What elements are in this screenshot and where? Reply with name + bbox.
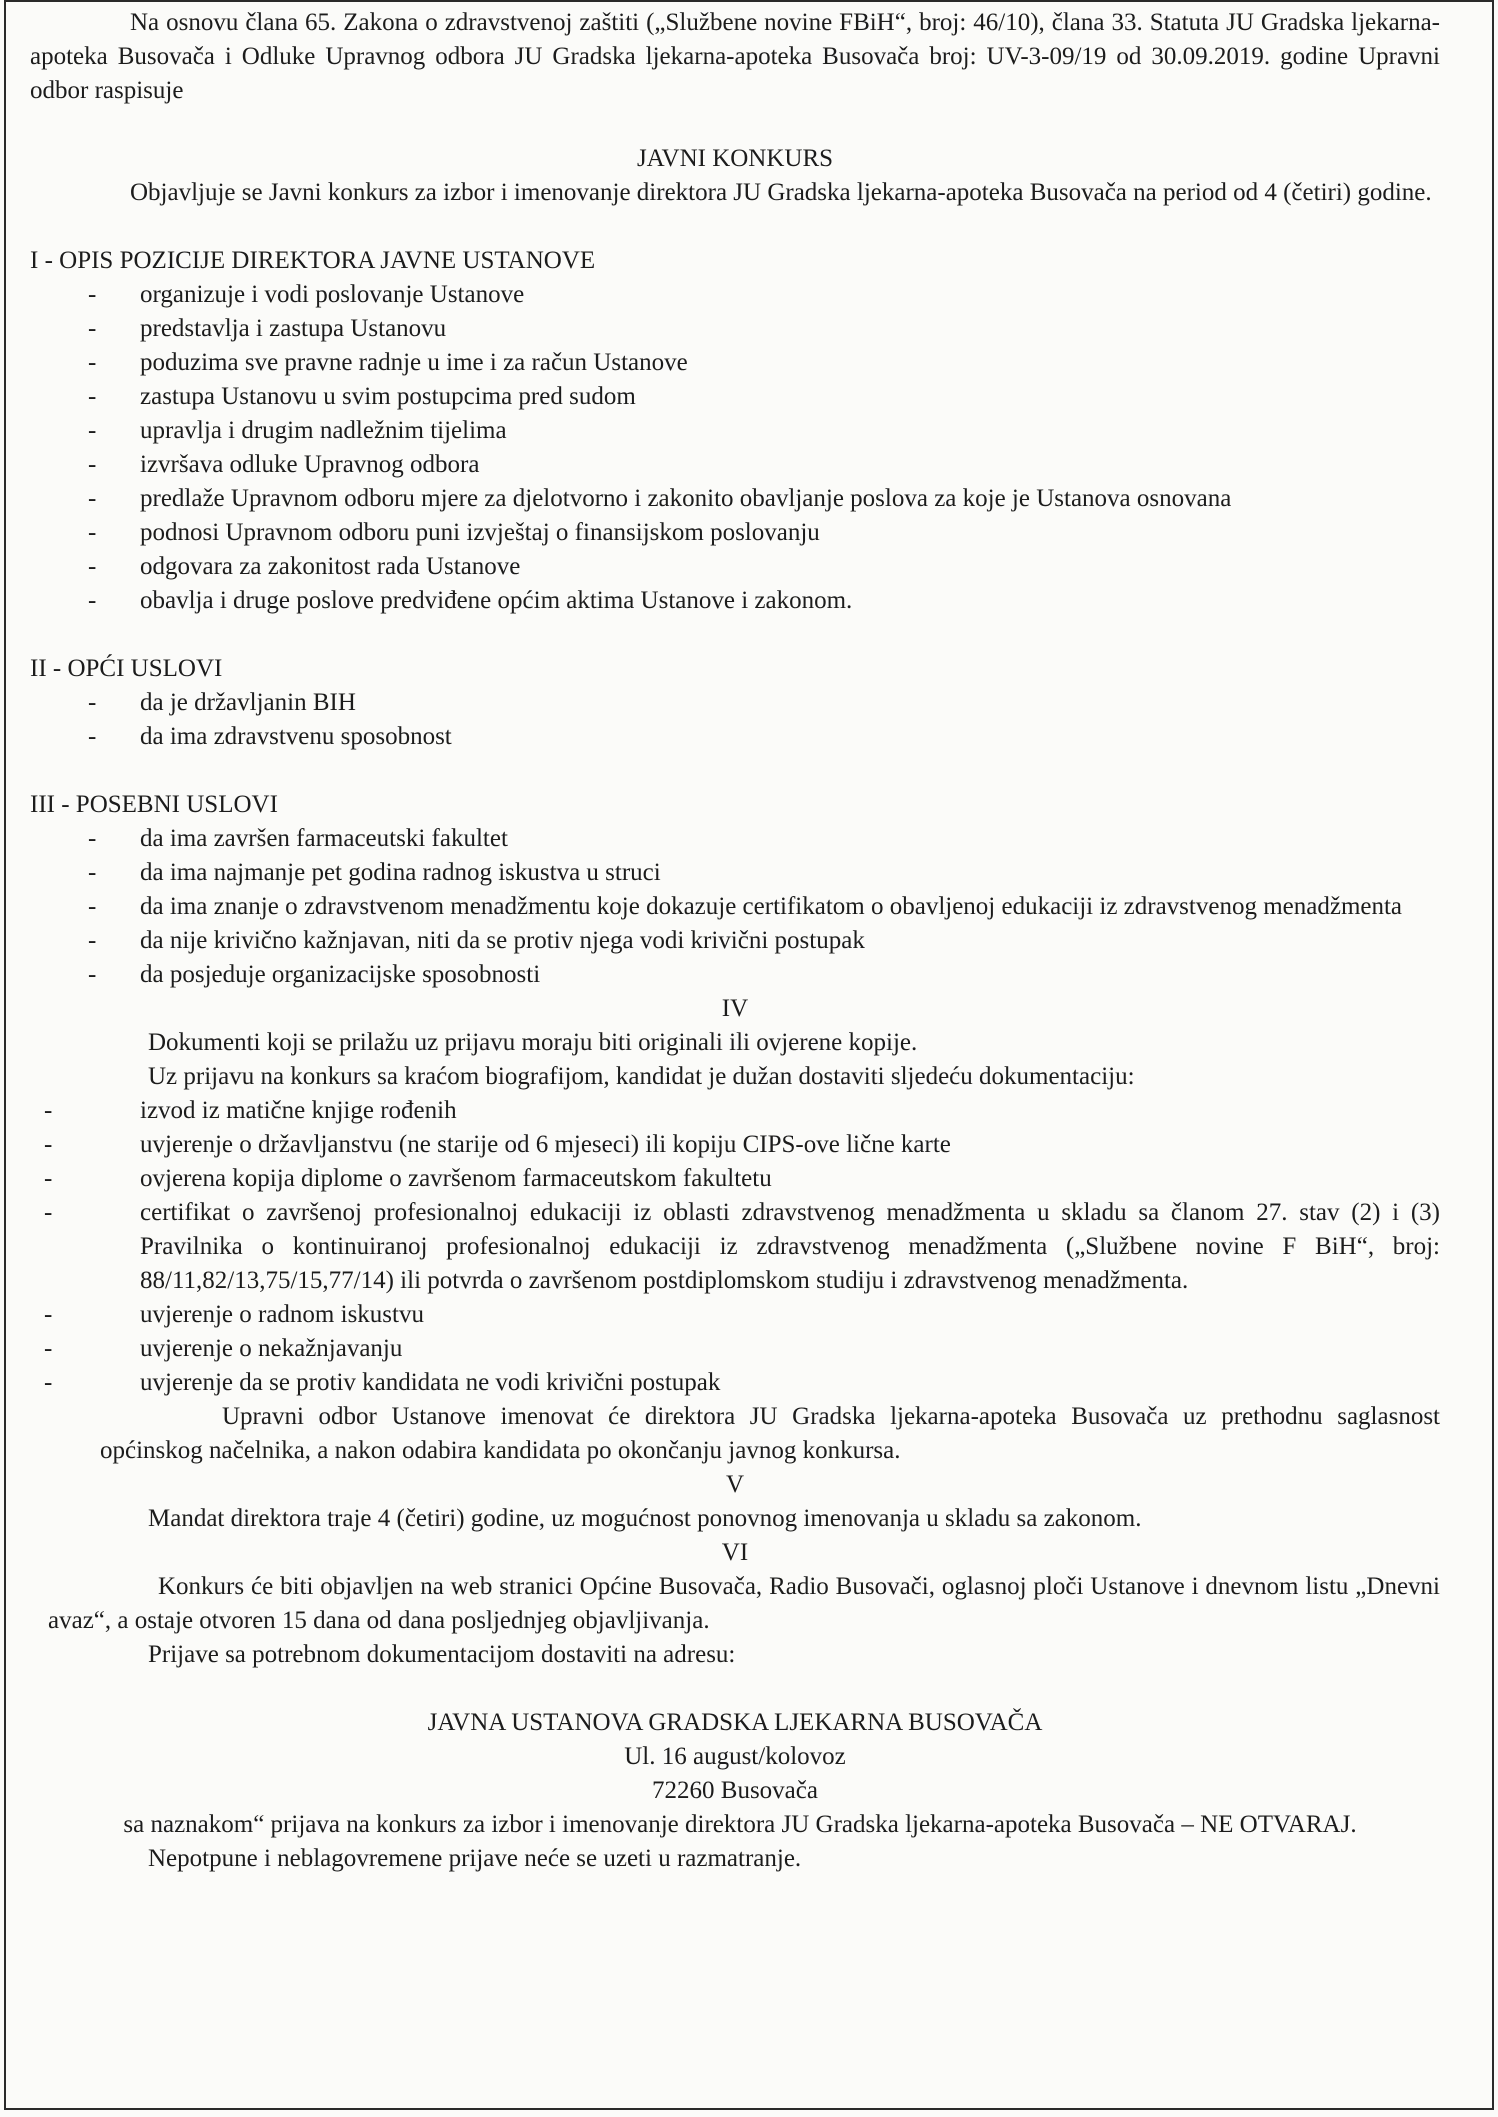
section4-closing: Upravni odbor Ustanove imenovat će direktora JU Gradska ljekarna-apoteka Busovača uz prethodnu saglasnost općinskog načelnika, a nakon odabira kandidata po okončanju javnog konkursa. (100, 1403, 1440, 1464)
section4-paragraph-2: Uz prijavu na konkurs sa kraćom biografijom, kandidat je dužan dostaviti sljedeću dokumentaciju: (148, 1063, 1135, 1090)
section5-numeral: V (725, 1471, 745, 1498)
section1-heading: I - OPIS POZICIJE DIREKTORA JAVNE USTANOVE (30, 247, 596, 274)
section4-paragraph-1: Dokumenti koji se prilažu uz prijavu moraju biti originali ili ovjerene kopije. (148, 1029, 918, 1056)
list-item: - uvjerenje o državljanstvu (ne starije od 6 mjeseci) ili kopiju CIPS-ove lične karte (44, 1131, 951, 1158)
list-item: - predstavlja i zastupa Ustanovu (88, 315, 447, 342)
section2-heading: II - OPĆI USLOVI (30, 655, 223, 682)
list-item: - podnosi Upravnom odboru puni izvještaj o finansijskom poslovanju (88, 519, 820, 546)
list-item: - uvjerenje o radnom iskustvu (44, 1301, 424, 1328)
list-item: - da ima znanje o zdravstvenom menadžmentu koje dokazuje certifikatom o obavljenoj edukaciji iz zdravstvenog menadžmenta (88, 893, 1403, 920)
section6-numeral: VI (721, 1539, 749, 1566)
list-item: - poduzima sve pravne radnje u ime i za račun Ustanove (88, 349, 688, 376)
announcement-paragraph: Objavljuje se Javni konkurs za izbor i imenovanje direktora JU Gradska ljekarna-apoteka Busovača na period od 4 (četiri) godine. (130, 179, 1432, 206)
section4-numeral: IV (721, 995, 749, 1022)
section3-list (30, 822, 1440, 992)
list-item: - uvjerenje da se protiv kandidata ne vodi krivični postupak (44, 1369, 721, 1396)
intro-paragraph: Na osnovu člana 65. Zakona o zdravstvenoj zaštiti („Službene novine FBiH“, broj: 46/10), člana 33. Statuta JU Gradska ljekarna-apoteka Busovača i Odluke Upravnog odbora JU Gradska ljekarna-apoteka Busovača broj: UV-3-09/19 od 30.09.2019. godine Upravni odbor raspisuje (30, 9, 1440, 104)
list-item: - obavlja i druge poslove predviđene općim aktima Ustanove i zakonom. (88, 587, 853, 614)
list-item: - izvod iz matične knjige rođenih (44, 1097, 457, 1124)
list-item: - odgovara za zakonitost rada Ustanove (88, 553, 521, 580)
list-item: - da ima zdravstvenu sposobnost (88, 723, 452, 750)
address-line-2: Ul. 16 august/kolovoz (624, 1743, 846, 1770)
list-item: - ovjerena kopija diplome o završenom farmaceutskom fakultetu (44, 1165, 772, 1192)
list-item: - da je državljanin BIH (88, 689, 356, 716)
section4-list (30, 1094, 1440, 1400)
marking-text: sa naznakom“ prijava na konkurs za izbor i imenovanje direktora JU Gradska ljekarna-apoteka Busovača – NE OTVARAJ. (123, 1811, 1357, 1838)
list-item: - upravlja i drugim nadležnim tijelima (88, 417, 507, 444)
section6-paragraph-2: Prijave sa potrebnom dokumentacijom dostaviti na adresu: (148, 1641, 736, 1668)
address-line-1: JAVNA USTANOVA GRADSKA LJEKARNA BUSOVAČA (427, 1709, 1043, 1736)
list-item: - uvjerenje o nekažnjavanju (44, 1335, 403, 1362)
list-item: - predlaže Upravnom odboru mjere za djelotvorno i zakonito obavljanje poslova za koje je Ustanova osnovana (88, 485, 1232, 512)
list-item: - certifikat o završenoj profesionalnoj edukaciji iz oblasti zdravstvenog menadžmenta u skladu sa članom 27. stav (2) i (3) Pravilnika o kontinuiranoj profesionalnoj edukaciji iz zdravstvenog menadžmenta („Službene novine F BiH“, broj: 88/11,82/13,75/15,77/14) ili potvrda o završenom postdiplomskom studiju i zdravstvenog menadžmenta. (44, 1199, 1440, 1294)
list-item: - da nije krivično kažnjavan, niti da se protiv njega vodi krivični postupak (88, 927, 865, 954)
section2-list (30, 686, 1440, 754)
footer-note: Nepotpune i neblagovremene prijave neće se uzeti u razmatranje. (148, 1845, 802, 1872)
section5-text: Mandat direktora traje 4 (četiri) godine, uz mogućnost ponovnog imenovanja u skladu sa zakonom. (148, 1505, 1142, 1532)
document-body (30, 6, 1440, 1876)
list-item: - organizuje i vodi poslovanje Ustanove (88, 281, 525, 308)
section6-paragraph-1: Konkurs će biti objavljen na web stranici Općine Busovača, Radio Busovači, oglasnoj ploči Ustanove i dnevnom listu „Dnevni avaz“, a ostaje otvoren 15 dana od dana posljednjeg objavljivanja. (48, 1573, 1440, 1634)
list-item: - izvršava odluke Upravnog odbora (88, 451, 480, 478)
list-item: - da ima završen farmaceutski fakultet (88, 825, 508, 852)
section3-heading: III - POSEBNI USLOVI (30, 791, 278, 818)
document-title: JAVNI KONKURS (636, 145, 834, 172)
list-item: - da posjeduje organizacijske sposobnosti (88, 961, 541, 988)
section1-list (30, 278, 1440, 618)
list-item: - zastupa Ustanovu u svim postupcima pred sudom (88, 383, 636, 410)
list-item: - da ima najmanje pet godina radnog iskustva u struci (88, 859, 661, 886)
address-line-3: 72260 Busovača (652, 1777, 818, 1804)
